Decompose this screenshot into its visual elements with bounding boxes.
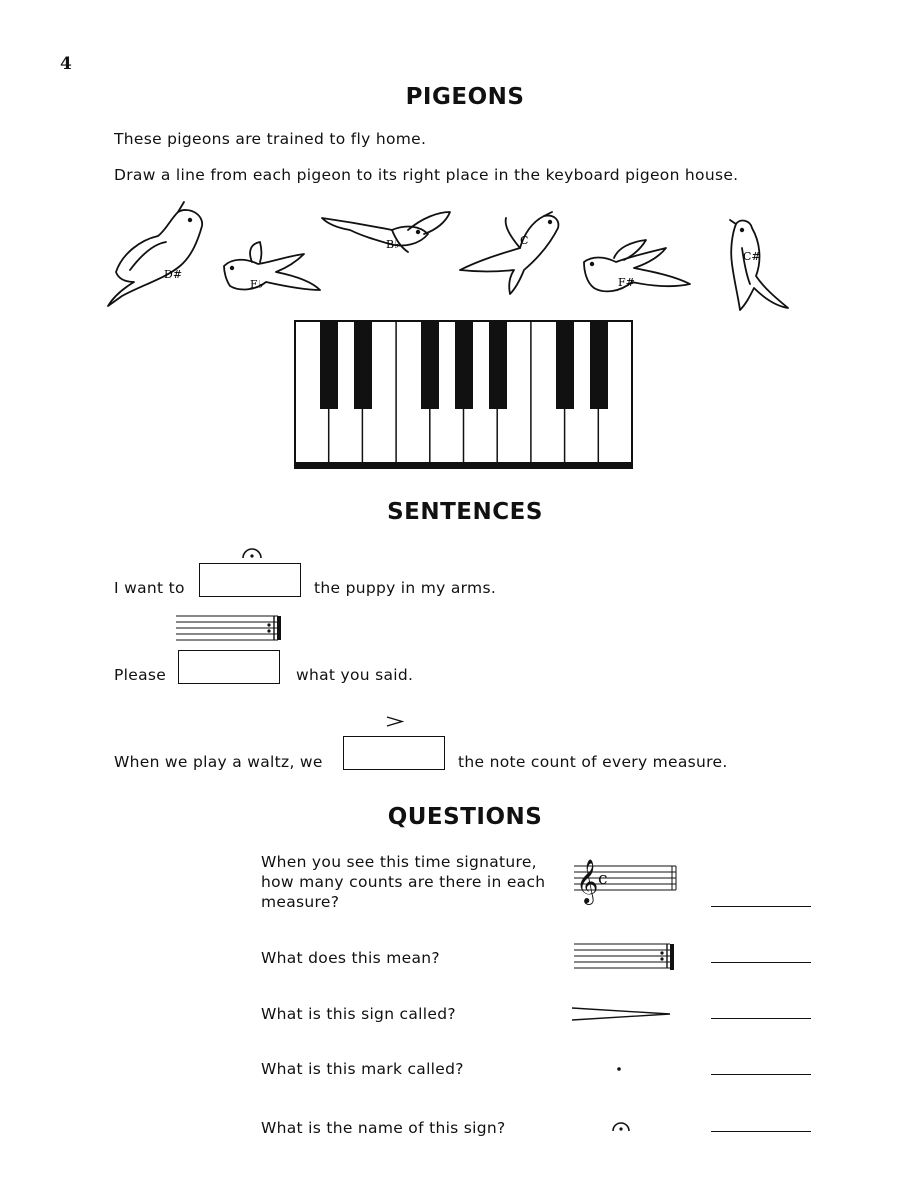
black-key-5[interactable] — [489, 321, 507, 409]
question-5-answer-line[interactable] — [711, 1131, 811, 1132]
black-key-2[interactable] — [354, 321, 372, 409]
page-number: 4 — [60, 54, 72, 74]
fermata-icon — [610, 1118, 632, 1134]
pigeons-heading: PIGEONS — [405, 84, 525, 110]
sentence-3-after: the note count of every measure. — [458, 753, 728, 771]
pigeons-intro: These pigeons are trained to fly home. — [114, 130, 427, 148]
black-key-3[interactable] — [421, 321, 439, 409]
staccato-dot-icon — [614, 1064, 624, 1074]
pigeon-2-label: E♭ — [250, 278, 264, 291]
question-4-answer-line[interactable] — [711, 1074, 811, 1075]
fermata-icon — [240, 545, 264, 561]
pigeon-4-label: C — [520, 234, 529, 247]
sentence-1-answer-box[interactable] — [199, 563, 301, 597]
question-1-answer-line[interactable] — [711, 906, 811, 907]
pigeon-4-icon[interactable] — [460, 212, 558, 294]
question-3-text: What is this sign called? — [261, 1005, 456, 1023]
common-time-icon — [572, 852, 680, 908]
pigeon-6-icon[interactable] — [730, 220, 788, 310]
pigeons-instruction: Draw a line from each pigeon to its right place in the keyboard pigeon house. — [114, 166, 739, 184]
pigeon-1-label: D# — [164, 268, 183, 281]
question-3-answer-line[interactable] — [711, 1018, 811, 1019]
black-key-4[interactable] — [455, 321, 473, 409]
question-2-answer-line[interactable] — [711, 962, 811, 963]
sentence-1-before: I want to — [114, 579, 185, 597]
black-key-7[interactable] — [590, 321, 608, 409]
pigeon-2-icon[interactable] — [224, 242, 320, 290]
questions-heading: QUESTIONS — [387, 804, 543, 830]
pigeon-1-icon[interactable] — [108, 202, 202, 306]
pigeon-6-label: C# — [743, 250, 761, 263]
sentences-heading: SENTENCES — [387, 499, 543, 525]
black-key-1[interactable] — [320, 321, 338, 409]
pigeons-illustration — [100, 200, 800, 320]
keyboard-pigeon-house[interactable] — [294, 320, 634, 470]
svg-text:c: c — [598, 869, 608, 889]
sentence-2-before: Please — [114, 666, 167, 684]
repeat-sign-icon — [572, 940, 680, 974]
decrescendo-icon — [570, 1006, 674, 1022]
question-1-text: When you see this time signature, how many counts are there in each measure? — [261, 853, 546, 911]
sentence-2-after: what you said. — [296, 666, 414, 684]
accent-icon — [386, 716, 404, 728]
black-key-6[interactable] — [556, 321, 574, 409]
repeat-sign-icon — [174, 612, 284, 644]
sentence-3-before: When we play a waltz, we — [114, 753, 323, 771]
question-4-text: What is this mark called? — [261, 1060, 464, 1078]
pigeon-5-label: F# — [618, 276, 635, 289]
sentence-3-answer-box[interactable] — [343, 736, 445, 770]
question-2-text: What does this mean? — [261, 949, 440, 967]
sentence-2-answer-box[interactable] — [178, 650, 280, 684]
pigeon-3-label: B♭ — [386, 238, 400, 251]
sentence-1-after: the puppy in my arms. — [314, 579, 497, 597]
question-5-text: What is the name of this sign? — [261, 1119, 506, 1137]
pigeon-5-icon[interactable] — [584, 240, 690, 291]
svg-text:𝄞: 𝄞 — [576, 859, 599, 903]
